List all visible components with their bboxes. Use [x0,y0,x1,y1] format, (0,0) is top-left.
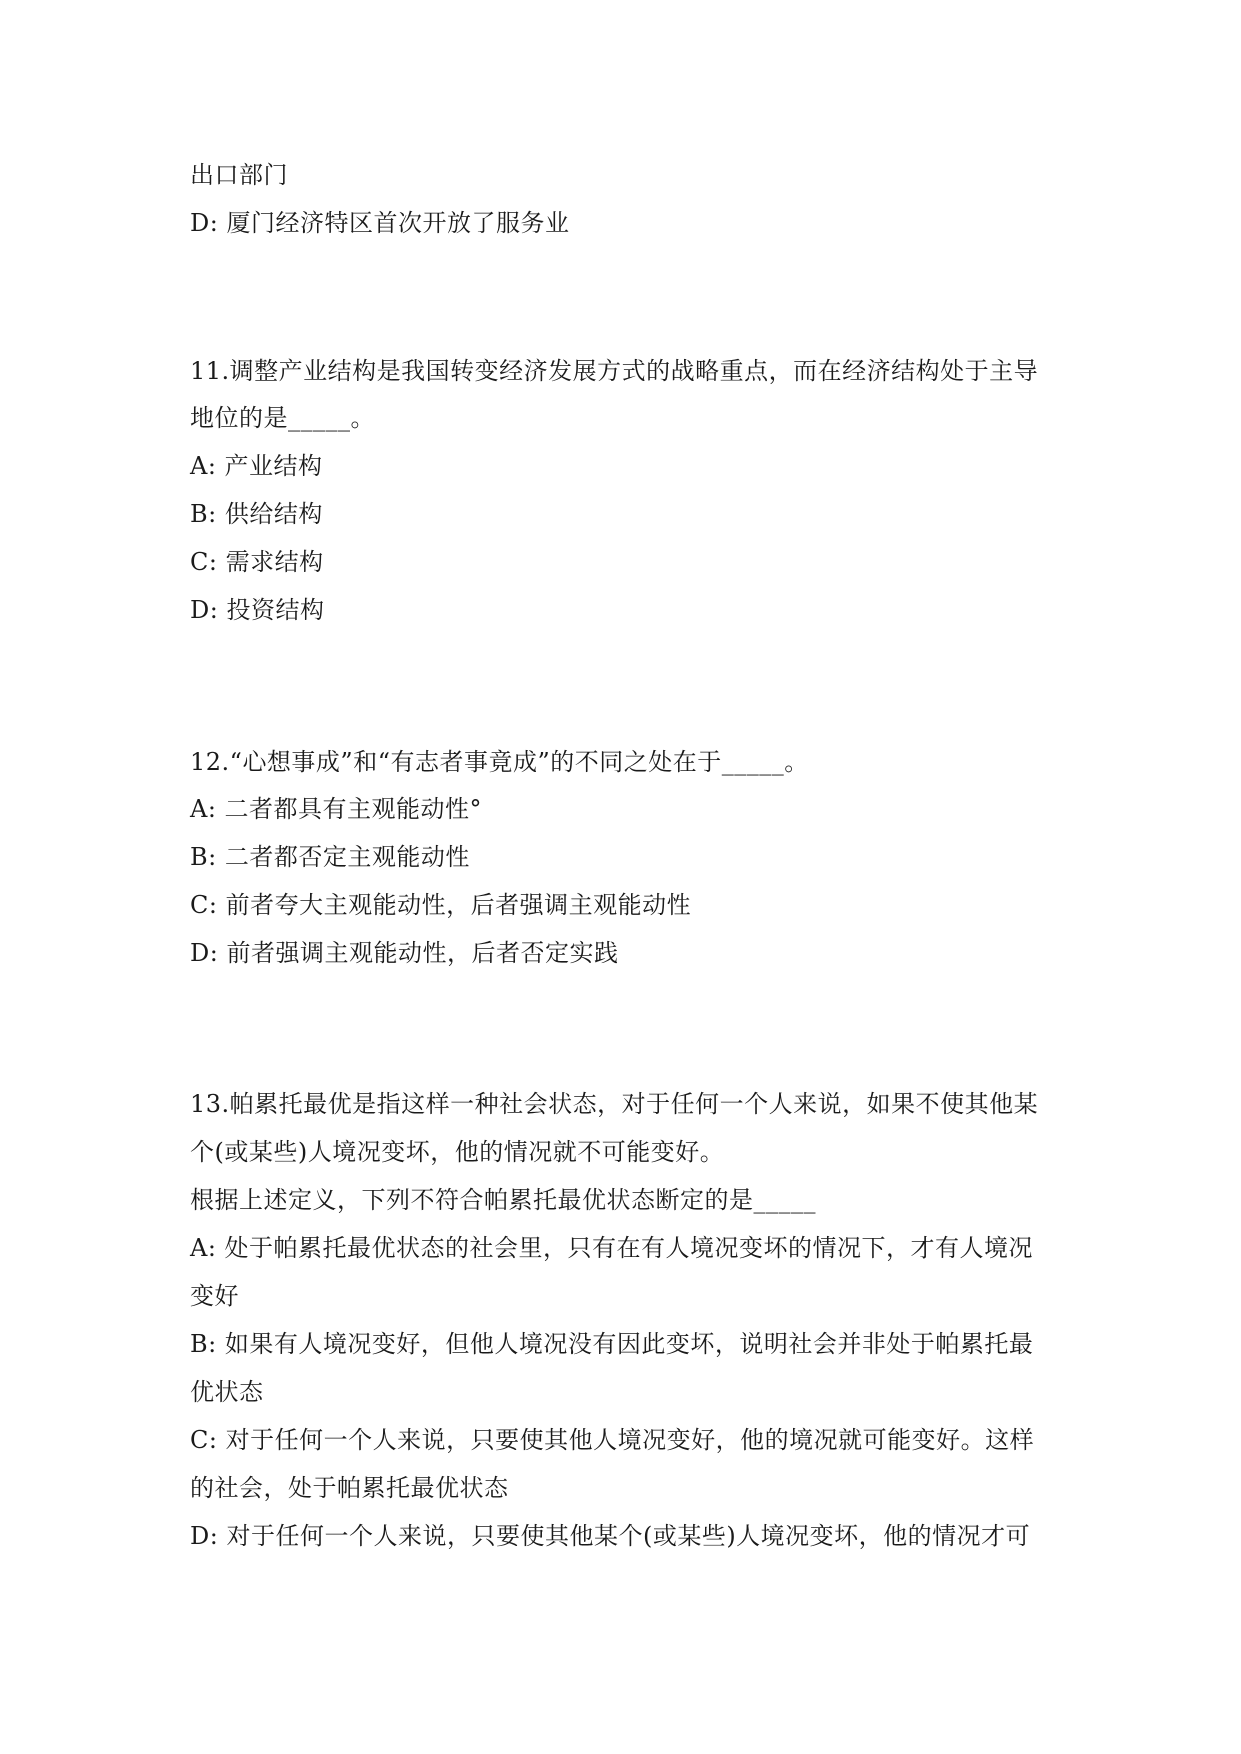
q13-option-d-line1: D: 对于任何一个人来说，只要使其他某个(或某些)人境况变坏，他的情况才可 [190,1522,1031,1550]
q11-option-d: D: 投资结构 [190,596,325,624]
q13-stem-line2: 个(或某些)人境况变坏，他的情况就不可能变好。 [190,1138,725,1166]
q13-option-b-line1: B: 如果有人境况变好，但他人境况没有因此变坏，说明社会并非处于帕累托最 [190,1330,1034,1358]
q11-option-a: A: 产业结构 [190,452,323,480]
q10-option-c-continuation: 出口部门 [190,161,288,189]
q13-stem-line3: 根据上述定义，下列不符合帕累托最优状态断定的是_____ [190,1186,816,1214]
q12-option-c: C: 前者夸大主观能动性，后者强调主观能动性 [190,891,692,919]
q11-stem-line2: 地位的是_____。 [190,404,375,432]
q10-option-d: D: 厦门经济特区首次开放了服务业 [190,209,570,237]
q11-stem-line1: 11.调整产业结构是我国转变经济发展方式的战略重点，而在经济结构处于主导 [190,357,1039,385]
q13-option-a-line2: 变好 [190,1282,239,1310]
q11-option-c: C: 需求结构 [190,548,324,576]
q13-option-a-line1: A: 处于帕累托最优状态的社会里，只有在有人境况变坏的情况下，才有人境况 [190,1234,1034,1262]
q13-stem-line1: 13.帕累托最优是指这样一种社会状态，对于任何一个人来说，如果不使其他某 [190,1090,1039,1118]
q13-option-b-line2: 优状态 [190,1378,264,1406]
q12-stem: 12.“心想事成”和“有志者事竟成”的不同之处在于_____。 [190,748,809,776]
q12-option-d: D: 前者强调主观能动性，后者否定实践 [190,939,619,967]
q13-option-c-line2: 的社会，处于帕累托最优状态 [190,1474,509,1502]
q12-option-a: A: 二者都具有主观能动性° [190,795,483,823]
q12-option-b: B: 二者都否定主观能动性 [190,843,470,871]
q13-option-c-line1: C: 对于任何一个人来说，只要使其他人境况变好，他的境况就可能变好。这样 [190,1426,1035,1454]
q11-option-b: B: 供给结构 [190,500,323,528]
